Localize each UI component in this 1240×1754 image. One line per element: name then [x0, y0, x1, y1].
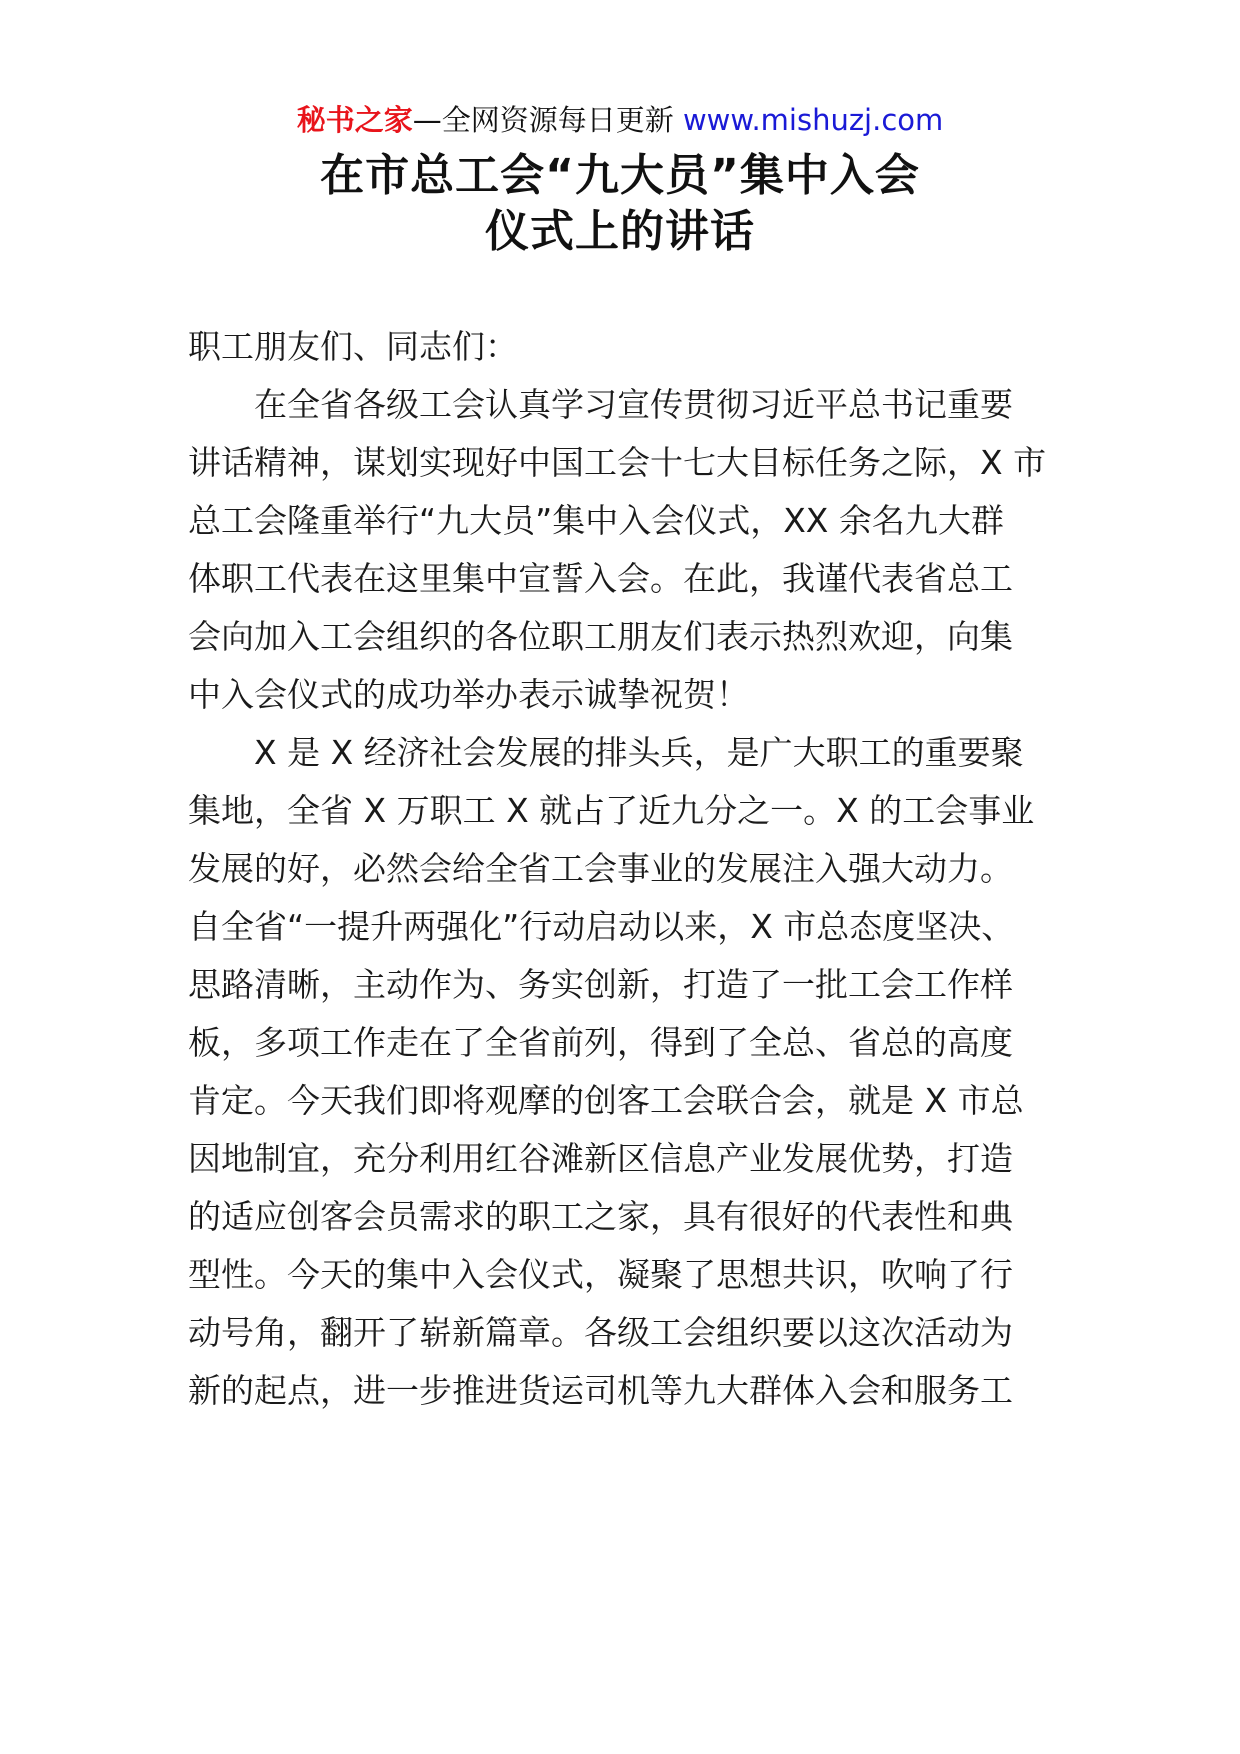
body-line: 在全省各级工会认真学习宣传贯彻习近平总书记重要 — [188, 385, 1013, 424]
site-slogan: —全网资源每日更新 — [412, 103, 683, 137]
body-line: 总工会隆重举行“九大员”集中入会仪式，XX 余名九大群 — [188, 501, 1004, 540]
body-line: X 是 X 经济社会发展的排头兵，是广大职工的重要聚 — [188, 733, 1024, 772]
body-line: 中入会仪式的成功举办表示诚挚祝贺！ — [188, 675, 749, 714]
body-line: 讲话精神，谋划实现好中国工会十七大目标任务之际，X 市 — [188, 443, 1047, 482]
body-line: 肯定。今天我们即将观摩的创客工会联合会，就是 X 市总 — [188, 1081, 1024, 1120]
site-url-link[interactable]: www.mishuzj.com — [682, 103, 944, 137]
body-line: 体职工代表在这里集中宣誓入会。在此，我谨代表省总工 — [188, 559, 1013, 598]
site-brand: 秘书之家 — [296, 103, 413, 137]
body-line: 思路清晰，主动作为、务实创新，打造了一批工会工作样 — [188, 965, 1013, 1004]
body-line: 因地制宜，充分利用红谷滩新区信息产业发展优势，打造 — [188, 1139, 1013, 1178]
document-title-line-1: 在市总工会“九大员”集中入会 — [320, 150, 920, 201]
body-line: 动号角，翻开了崭新篇章。各级工会组织要以这次活动为 — [188, 1313, 1013, 1352]
body-line: 集地，全省 X 万职工 X 就占了近九分之一。X 的工会事业 — [188, 791, 1035, 830]
body-line: 自全省“一提升两强化”行动启动以来，X 市总态度坚决、 — [188, 907, 1015, 946]
site-header — [0, 100, 1240, 140]
document-title-line-2: 仪式上的讲话 — [485, 206, 755, 257]
body-line: 发展的好，必然会给全省工会事业的发展注入强大动力。 — [188, 849, 1013, 888]
body-line: 新的起点，进一步推进货运司机等九大群体入会和服务工 — [188, 1371, 1013, 1410]
body-line: 会向加入工会组织的各位职工朋友们表示热烈欢迎，向集 — [188, 617, 1013, 656]
body-line: 板，多项工作走在了全省前列，得到了全总、省总的高度 — [188, 1023, 1013, 1062]
body-line: 的适应创客会员需求的职工之家，具有很好的代表性和典 — [188, 1197, 1013, 1236]
salutation: 职工朋友们、同志们： — [188, 327, 518, 366]
body-line: 型性。今天的集中入会仪式，凝聚了思想共识，吹响了行 — [188, 1255, 1013, 1294]
